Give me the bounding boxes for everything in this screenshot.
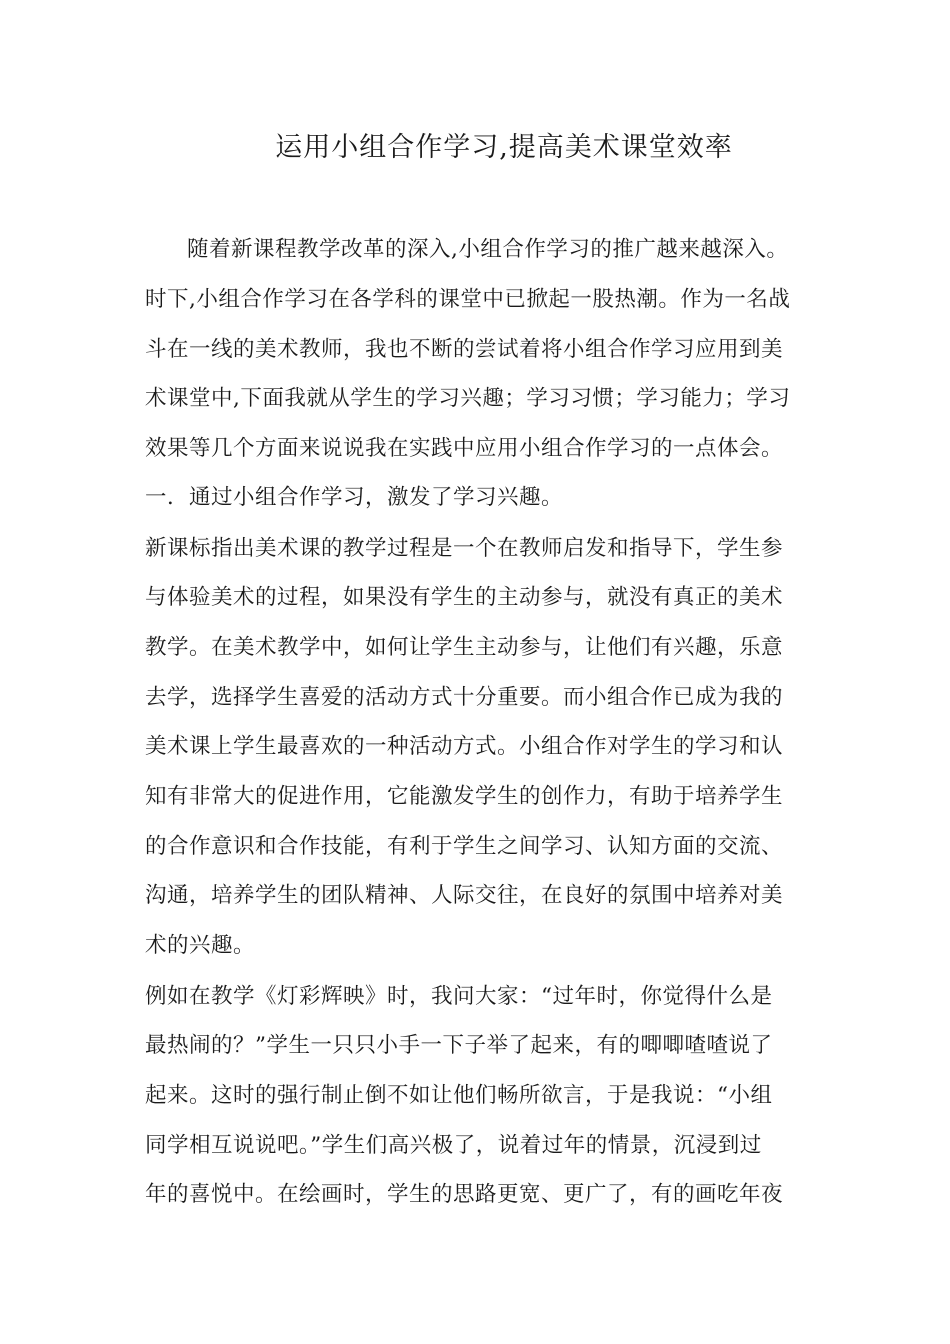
- paragraph-line: 的合作意识和合作技能，有利于学生之间学习、认知方面的交流、: [145, 834, 784, 859]
- paragraph-line: 新课标指出美术课的教学过程是一个在教师启发和指导下，学生参: [145, 536, 784, 561]
- paragraph-line: 斗在一线的美术教师，我也不断的尝试着将小组合作学习应用到美: [145, 337, 784, 362]
- paragraph-line: 效果等几个方面来说说我在实践中应用小组合作学习的一点体会。: [145, 436, 784, 461]
- paragraph-line: 美术课上学生最喜欢的一种活动方式。小组合作对学生的学习和认: [145, 734, 784, 759]
- section-heading: 一．通过小组合作学习，激发了学习兴趣。: [145, 485, 564, 510]
- paragraph-line: 术的兴趣。: [145, 933, 256, 958]
- paragraph-line: 例如在教学《灯彩辉映》时，我问大家：“过年时，你觉得什么是: [145, 984, 773, 1009]
- paragraph-line: 知有非常大的促进作用，它能激发学生的创作力，有助于培养学生: [145, 784, 784, 809]
- paragraph-line: 随着新课程教学改革的深入,小组合作学习的推广越来越深入。: [187, 237, 789, 262]
- paragraph-line: 年的喜悦中。在绘画时，学生的思路更宽、更广了，有的画吃年夜: [145, 1182, 784, 1207]
- paragraph-line: 去学，选择学生喜爱的活动方式十分重要。而小组合作已成为我的: [145, 685, 784, 710]
- paragraph-line: 术课堂中,下面我就从学生的学习兴趣；学习习惯；学习能力；学习: [145, 386, 791, 411]
- document-title: 运用小组合作学习,提高美术课堂效率: [275, 132, 733, 163]
- paragraph-line: 与体验美术的过程，如果没有学生的主动参与，就没有真正的美术: [145, 585, 784, 610]
- paragraph-line: 同学相互说说吧。”学生们高兴极了，说着过年的情景，沉浸到过: [145, 1133, 762, 1158]
- paragraph-line: 时下,小组合作学习在各学科的课堂中已掀起一股热潮。作为一名战: [145, 287, 791, 312]
- paragraph-line: 教学。在美术教学中，如何让学生主动参与，让他们有兴趣，乐意: [145, 635, 784, 660]
- paragraph-line: 起来。这时的强行制止倒不如让他们畅所欲言，于是我说：“小组: [145, 1083, 773, 1108]
- paragraph-line: 沟通，培养学生的团队精神、人际交往，在良好的氛围中培养对美: [145, 883, 784, 908]
- paragraph-line: 最热闹的？”学生一只只小手一下子举了起来，有的唧唧喳喳说了: [145, 1033, 773, 1058]
